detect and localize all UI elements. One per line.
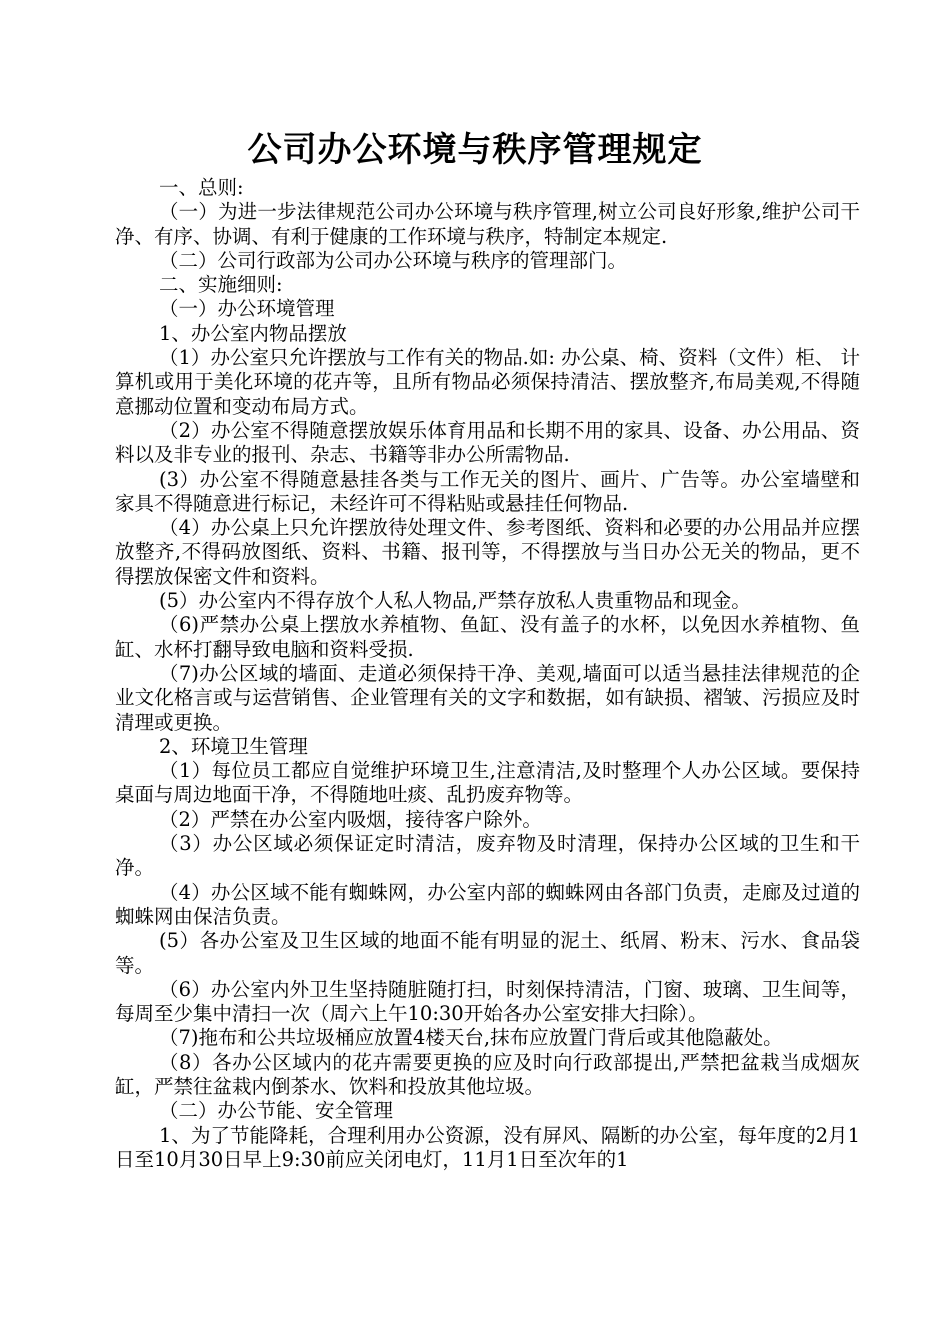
paragraph: （3）办公区域必须保证定时清洁，废弃物及时清理，保持办公区域的卫生和干净。: [115, 832, 860, 880]
paragraph: （二）公司行政部为公司办公环境与秩序的管理部门。: [159, 248, 628, 272]
paragraph: （4）办公桌上只允许摆放待处理文件、参考图纸、资料和必要的办公用品并应摆放整齐,不得码放图纸、资料、书籍、报刊等，不得摆放与当日办公无关的物品，更不得摆放保密文件和资料。: [115, 516, 860, 588]
item-heading: 1、办公室内物品摆放: [159, 321, 347, 345]
section-heading-details: 二、实施细则:: [159, 273, 283, 297]
item-heading: 2、环境卫生管理: [159, 734, 308, 758]
paragraph: (5）各办公室及卫生区域的地面不能有明显的泥土、纸屑、粉末、污水、食品袋等。: [115, 929, 860, 977]
paragraph: （4）办公区域不能有蜘蛛网，办公室内部的蜘蛛网由各部门负责，走廊及过道的蜘蛛网由保洁负责。: [115, 880, 860, 928]
paragraph: (3）办公室不得随意悬挂各类与工作无关的图片、画片、广告等。办公室墙壁和家具不得随意进行标记，未经许可不得粘贴或悬挂任何物品.: [115, 467, 860, 515]
section-heading-general: 一、总则:: [159, 176, 244, 199]
paragraph: （6）办公室内外卫生坚持随脏随打扫，时刻保持清洁，门窗、玻璃、卫生间等，每周至少集中清扫一次（周六上午10:30开始各办公室安排大扫除）。: [115, 977, 860, 1026]
paragraph: （2）办公室不得随意摆放娱乐体育用品和长期不用的家具、设备、办公用品、资料以及非专业的报刊、杂志、书籍等非办公所需物品.: [115, 418, 860, 467]
subsection-heading: （二）办公节能、安全管理: [159, 1099, 394, 1123]
subsection-heading: （一）办公环境管理: [159, 297, 335, 321]
paragraph: （1）每位员工都应自觉维护环境卫生,注意清洁,及时整理个人办公区域。要保持桌面与周边地面干净，不得随地吐痰、乱扔废弃物等。: [115, 759, 860, 807]
paragraph: （一）为进一步法律规范公司办公环境与秩序管理,树立公司良好形象,维护公司干净、有序、协调、有利于健康的工作环境与秩序，特制定本规定.: [115, 200, 860, 248]
paragraph: （1）办公室只允许摆放与工作有关的物品.如: 办公桌、椅、资料（文件）柜、 计算机或用于美化环境的花卉等，且所有物品必须保持清洁、摆放整齐,布局美观,不得随意挪动位置和变动布局方式。: [115, 346, 860, 418]
paragraph: (5）办公室内不得存放个人私人物品,严禁存放私人贵重物品和现金。: [159, 589, 751, 613]
document-title: 公司办公环境与秩序管理规定: [247, 130, 703, 170]
paragraph: （7)拖布和公共垃圾桶应放置4楼天台,抹布应放置门背后或其他隐蔽处。: [159, 1026, 783, 1050]
paragraph: （6)严禁办公桌上摆放水养植物、鱼缸、没有盖子的水杯，以免因水养植物、鱼缸、水杯打翻导致电脑和资料受损.: [115, 613, 860, 661]
paragraph: （2）严禁在办公室内吸烟，接待客户除外。: [159, 807, 542, 831]
document-body: [115, 176, 860, 1172]
paragraph: （8）各办公区域内的花卉需要更换的应及时向行政部提出,严禁把盆栽当成烟灰缸，严禁往盆栽内倒茶水、饮料和投放其他垃圾。: [115, 1050, 860, 1098]
paragraph: 1、为了节能降耗，合理利用办公资源，没有屏风、隔断的办公室，每年度的2月1日至10月30日早上9:30前应关闭电灯，11月1日至次年的1: [115, 1123, 860, 1171]
paragraph: （7)办公区域的墙面、走道必须保持干净、美观,墙面可以适当悬挂法律规范的企业文化格言或与运营销售、企业管理有关的文字和数据，如有缺损、褶皱、污损应及时清理或更换。: [115, 661, 860, 734]
